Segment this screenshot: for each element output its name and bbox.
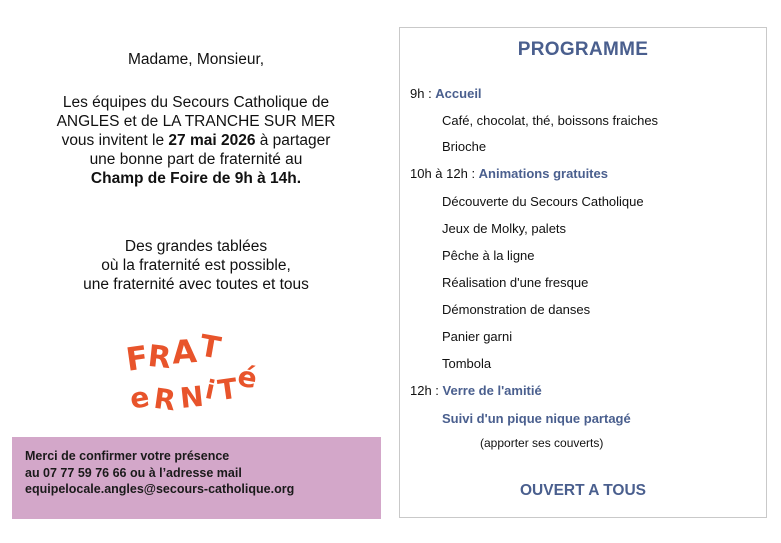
svg-text:e: e: [127, 380, 152, 416]
programme-block-accueil: [410, 86, 482, 101]
invitation-line: Les équipes du Secours Catholique de: [62, 94, 330, 111]
tables-text: [0, 237, 392, 294]
tables-line: où la fraternité est possible,: [101, 257, 291, 274]
programme-item: Pêche à la ligne: [442, 248, 535, 263]
event-date: 27 mai 2026: [168, 132, 256, 149]
svg-text:R: R: [146, 338, 173, 377]
time-label: 9h :: [410, 86, 436, 101]
invitation-text: [0, 93, 392, 188]
programme-item: Brioche: [442, 139, 487, 154]
tables-line: Des grandes tablées: [124, 238, 268, 255]
svg-text:T: T: [215, 371, 240, 408]
svg-text:N: N: [178, 379, 206, 415]
time-label: 12h :: [410, 383, 443, 398]
programme-item: Panier garni: [442, 329, 513, 344]
invitation-line-pre: vous invitent le: [61, 132, 169, 149]
block-title: Accueil: [435, 86, 482, 101]
confirm-email[interactable]: equipelocale.angles@secours-catholique.org: [25, 482, 295, 496]
svg-text:T: T: [197, 328, 224, 367]
programme-note: (apporter ses couverts): [480, 436, 604, 450]
programme-item: Découverte du Secours Catholique: [442, 194, 644, 209]
svg-text:é: é: [235, 359, 260, 396]
invitation-line: une bonne part de fraternité au: [89, 151, 303, 168]
invitation-line: [0, 131, 392, 150]
confirm-phone-line: au 07 77 59 76 66 ou à l’adresse mail: [25, 465, 242, 480]
event-place: Champ de Foire de 9h à 14h.: [90, 170, 302, 187]
programme-title: PROGRAMME: [517, 39, 649, 60]
fraternite-logo: [120, 327, 270, 417]
confirmation-box: [12, 437, 381, 519]
open-to-all: OUVERT A TOUS: [519, 482, 647, 499]
greeting: Madame, Monsieur,: [127, 51, 265, 68]
svg-text:R: R: [151, 381, 178, 417]
svg-text:A: A: [170, 332, 198, 372]
svg-text:F: F: [123, 338, 151, 379]
programme-item: Jeux de Molky, palets: [442, 221, 567, 236]
programme-item: Réalisation d'une fresque: [442, 275, 589, 290]
programme-item: Démonstration de danses: [442, 302, 591, 317]
invitation-line-post: à partager: [255, 132, 331, 149]
block-title: Animations gratuites: [478, 166, 608, 181]
time-label: 10h à 12h :: [410, 166, 479, 181]
invitation-line: ANGLES et de LA TRANCHE SUR MER: [56, 113, 336, 130]
svg-text:i: i: [202, 375, 218, 407]
confirm-line: Merci de confirmer votre présence: [25, 449, 230, 463]
programme-block-animations: [410, 166, 608, 181]
programme-item: Café, chocolat, thé, boissons fraiches: [442, 113, 659, 128]
programme-panel: [399, 27, 767, 518]
programme-subtitle: Suivi d'un pique nique partagé: [442, 411, 631, 426]
programme-item: Tombola: [442, 356, 492, 371]
tables-line: une fraternité avec toutes et tous: [83, 276, 309, 293]
programme-block-verre: [410, 383, 542, 398]
block-title: Verre de l'amitié: [442, 383, 542, 398]
